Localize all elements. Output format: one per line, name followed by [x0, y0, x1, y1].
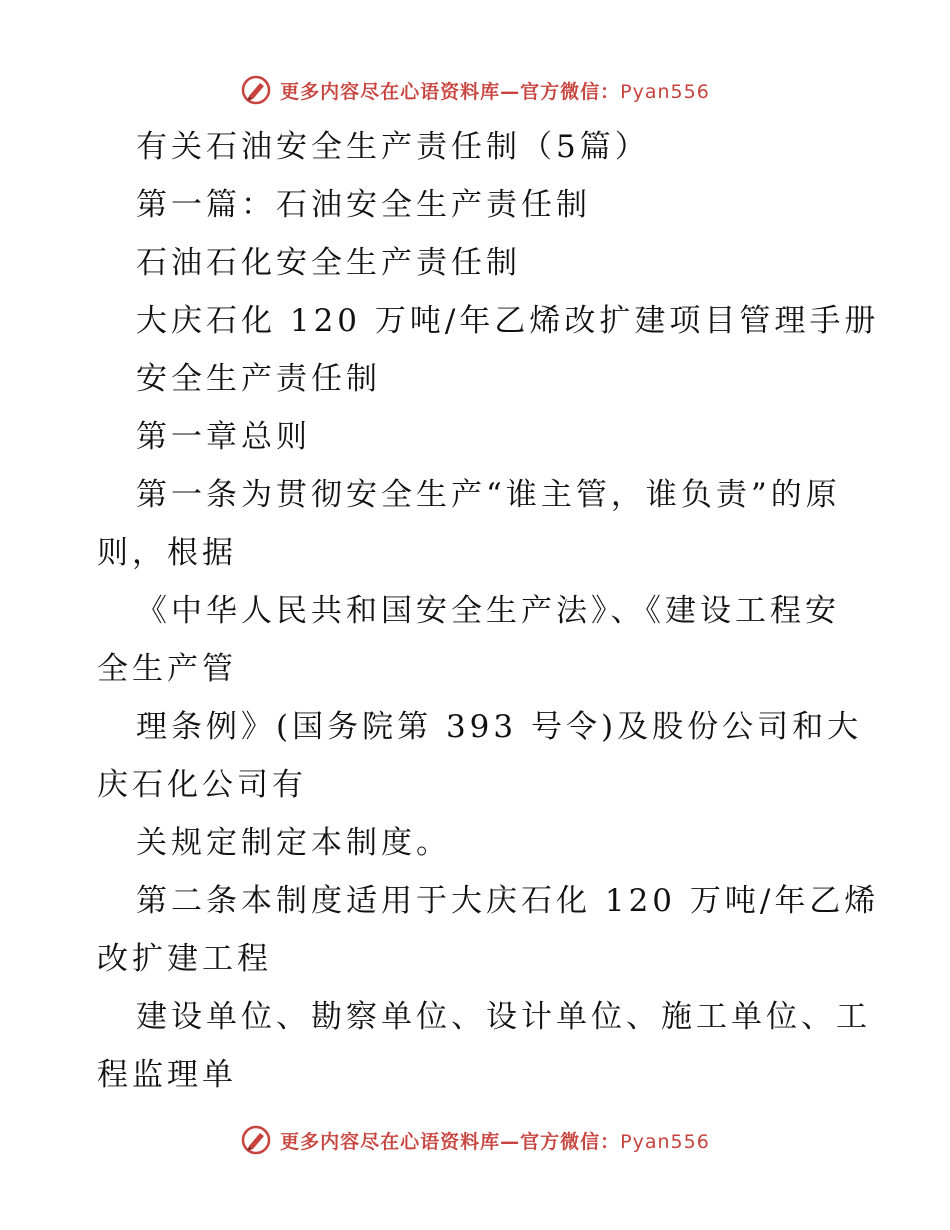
- section-heading: 第一篇：石油安全生产责任制: [136, 187, 591, 223]
- watermark-text: 更多内容尽在心语资料库—官方微信：Pyan556: [280, 1130, 710, 1153]
- header-watermark: [0, 70, 950, 110]
- paragraph-line: 程监理单: [97, 1057, 237, 1093]
- paragraph-line: 建设单位、勘察单位、设计单位、施工单位、工: [136, 999, 871, 1035]
- paragraph-line: 关规定制定本制度。: [136, 825, 451, 861]
- paragraph-line: 第一条为贯彻安全生产“谁主管，谁负责”的原: [136, 477, 841, 513]
- paragraph-line: 全生产管: [97, 651, 237, 687]
- paragraph-line: 第二条本制度适用于大庆石化 120 万吨/年乙烯: [136, 883, 880, 919]
- paragraph-line: 改扩建工程: [97, 941, 272, 977]
- document-body: [97, 118, 880, 1104]
- paragraph-line: 理条例》(国务院第 393 号令)及股份公司和大: [136, 709, 863, 745]
- watermark-text: 更多内容尽在心语资料库—官方微信：Pyan556: [280, 80, 710, 103]
- paragraph-line: 则，根据: [97, 535, 237, 571]
- text-line: 石油石化安全生产责任制: [136, 245, 521, 281]
- pen-logo-icon: [240, 1124, 272, 1156]
- pen-logo-icon: [240, 74, 272, 106]
- paragraph-line: 《中华人民共和国安全生产法》、《建设工程安: [136, 593, 840, 629]
- chapter-heading: 第一章总则: [136, 419, 311, 455]
- doc-title: 有关石油安全生产责任制（5篇）: [136, 129, 650, 165]
- text-line: 安全生产责任制: [136, 361, 381, 397]
- footer-watermark: [0, 1120, 950, 1160]
- text-line: 大庆石化 120 万吨/年乙烯改扩建项目管理手册: [136, 303, 880, 339]
- paragraph-line: 庆石化公司有: [97, 767, 307, 803]
